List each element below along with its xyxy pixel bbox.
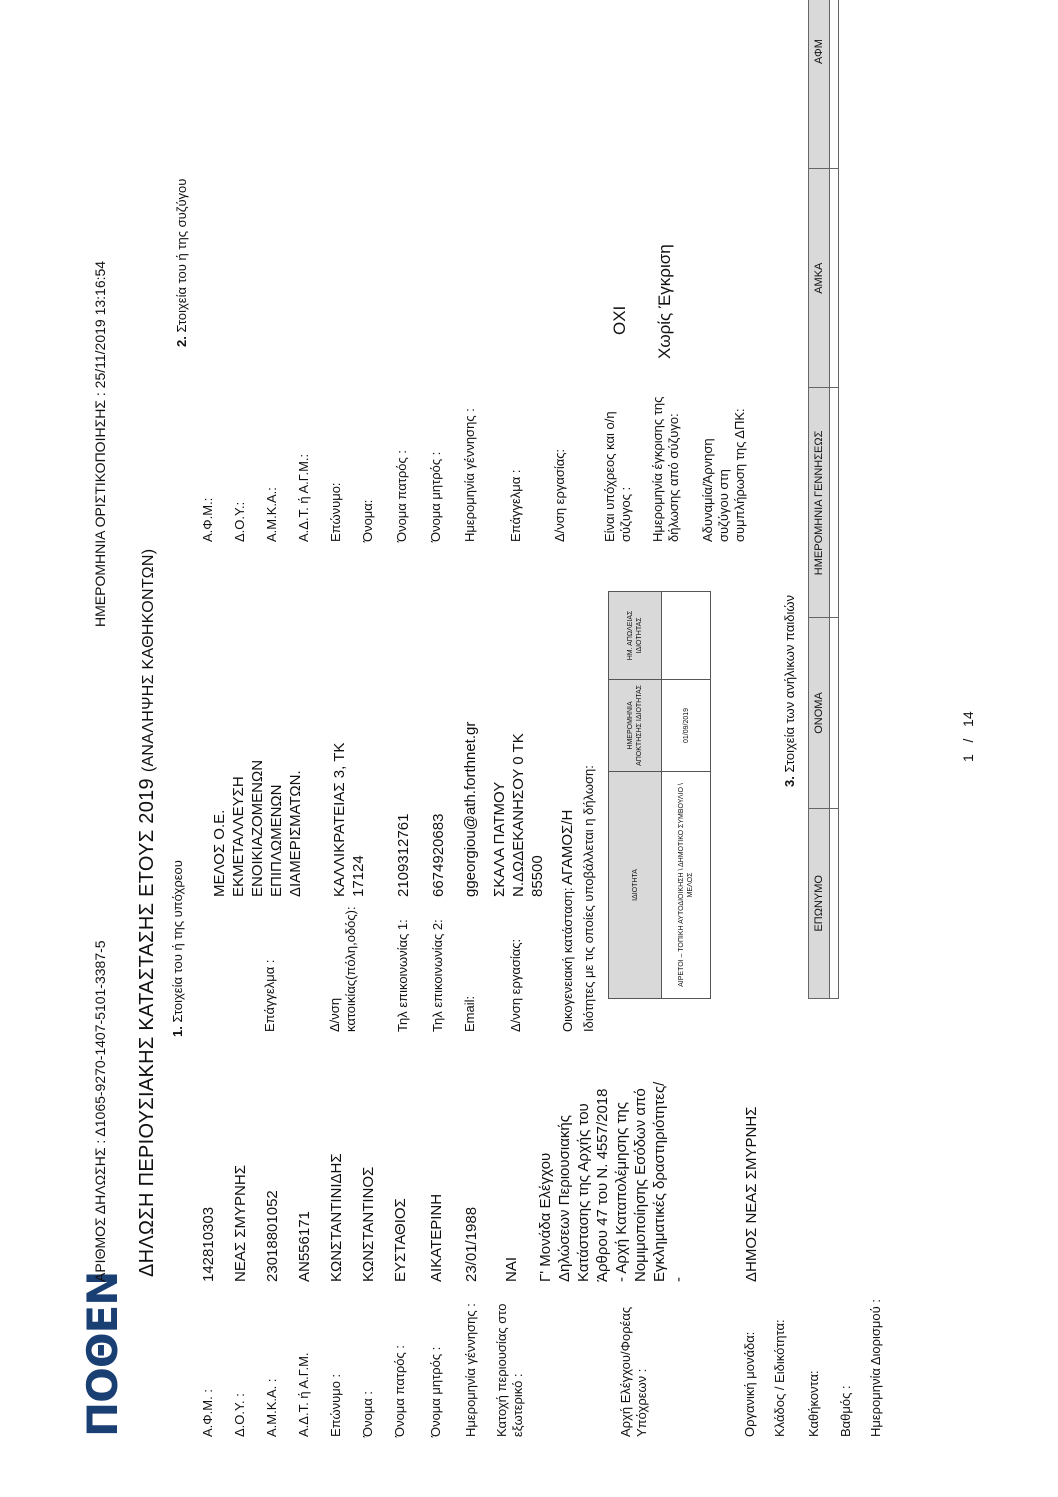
label-grade: Βαθμός : bbox=[838, 1385, 853, 1437]
work-address-line: Ν.ΔΩΔΕΚΑΝΗΣΟΥ 0 ΤΚ bbox=[510, 733, 527, 897]
label-mother: Όνομα μητρός : bbox=[428, 1346, 443, 1437]
spouse-value-obligated: ΟΧΙ bbox=[610, 305, 629, 335]
label-afm: Α.Φ.Μ. : bbox=[200, 1389, 215, 1437]
spouse-label-afm: Α.Φ.Μ.: bbox=[200, 497, 215, 542]
value-abroad: ΝΑΙ bbox=[503, 1256, 520, 1282]
acquired-date-header: ΗΜΕΡΟΜΗΝΙΑ ΑΠΟΚΤΗΣΗΣ ΙΔΙΟΤΗΤΑΣ bbox=[609, 679, 662, 771]
spouse-label-name: Όνομα: bbox=[360, 499, 375, 542]
label-abroad: Κατοχή περιουσίας στο εξωτερικό : bbox=[494, 1303, 525, 1437]
children-cell bbox=[830, 0, 839, 169]
work-address-line: ΣΚΑΛΑ ΠΑΤΜΟΥ bbox=[491, 781, 508, 897]
authority-line: Νομιμοποίησης Εσόδων από bbox=[632, 1088, 649, 1282]
value-surname: ΚΩΝΣΤΑΝΤΙΝΙΔΗΣ bbox=[328, 1153, 345, 1282]
children-table bbox=[808, 0, 839, 999]
declaration-number-label: ΑΡΙΘΜΟΣ ΔΗΛΩΣΗΣ : bbox=[92, 1139, 108, 1282]
value-mother: ΑΙΚΑΤΕΡΙΝΗ bbox=[428, 1193, 445, 1282]
declaration-number bbox=[92, 940, 108, 1282]
label-branch: Κλάδος / Ειδικότητα: bbox=[772, 1319, 787, 1437]
label-work-address: Δ/νση εργασίας: bbox=[508, 938, 523, 1032]
label-birth: Ημερομηνία γέννησης : bbox=[463, 1303, 478, 1437]
page-current: 1 bbox=[960, 754, 976, 762]
label-family-status: Οικογενειακή κατάσταση: bbox=[560, 887, 575, 1032]
work-address-line: 85500 bbox=[529, 855, 546, 897]
address-line: ΚΑΛΛΙΚΡΑΤΕΙΑΣ 3, ΤΚ bbox=[331, 742, 348, 897]
page-title bbox=[136, 549, 159, 1277]
spouse-label-doy: Δ.Ο.Υ.: bbox=[232, 501, 247, 542]
value-phone1: 2109312761 bbox=[395, 813, 412, 897]
acquired-date-cell: 01/09/2019 bbox=[662, 679, 711, 771]
section-1-header: 1. Στοιχεία του ή της υπόχρεου bbox=[170, 860, 185, 1037]
children-cell bbox=[830, 618, 839, 808]
label-name: Όνομα : bbox=[360, 1390, 375, 1437]
value-authority bbox=[536, 1082, 688, 1282]
profession-line: ΜΕΛΟΣ Ο.Ε. bbox=[211, 809, 228, 897]
label-org-unit: Οργανική μονάδα: bbox=[742, 1331, 757, 1437]
finalization-date bbox=[92, 261, 108, 627]
spouse-label-adt: Α.Δ.Τ. ή Α.Γ.Μ.: bbox=[296, 453, 311, 542]
label-profession: Επάγγελμα : bbox=[262, 959, 277, 1032]
authority-line: Κατάστασης της Αρχής του bbox=[575, 1103, 592, 1282]
spouse-label-surname: Επώνυμο: bbox=[328, 482, 343, 542]
profession-line: ΕΝΟΙΚΙΑΖΟΜΕΝΩΝ bbox=[249, 759, 266, 897]
page-separator: / bbox=[960, 738, 976, 743]
table-row bbox=[662, 592, 711, 999]
children-header-afm: ΑΦΜ bbox=[809, 0, 830, 169]
authority-line: Άρθρου 47 του Ν. 4557/2018 bbox=[594, 1088, 611, 1282]
label-surname: Επώνυμο : bbox=[328, 1373, 343, 1437]
spouse-label-birth: Ημερομηνία γέννησης : bbox=[462, 408, 477, 542]
capacity-table bbox=[608, 591, 711, 999]
label-authority: Αρχή Ελέγχου/Φορέας Υπόχρεων : bbox=[618, 1306, 649, 1437]
value-name: ΚΩΝΣΤΑΝΤΙΝΟΣ bbox=[360, 1166, 377, 1282]
finalization-date-label: ΗΜΕΡΟΜΗΝΙΑ ΟΡΙΣΤΙΚΟΠΟΙΗΣΗΣ : bbox=[92, 392, 108, 627]
value-adt: ΑΝ556171 bbox=[296, 1211, 313, 1282]
label-amka: Α.Μ.Κ.Α. : bbox=[264, 1378, 279, 1437]
value-family-status: ΑΓΑΜΟΣ/Η bbox=[559, 809, 576, 885]
capacity-header: ΙΔΙΟΤΗΤΑ bbox=[609, 772, 662, 999]
value-address bbox=[330, 743, 368, 897]
capacity-cell: ΑΙΡΕΤΟΙ – ΤΟΠΙΚΗ ΑΥΤΟΔΙΟΙΚΗΣΗ \ ΔΗΜΟΤΙΚΟ ΣΥΜΒΟΥΛΙΟ \ ΜΕΛΟΣ bbox=[662, 772, 711, 999]
label-doy: Δ.Ο.Υ. : bbox=[232, 1393, 247, 1437]
label-phone1: Τηλ επικοινωνίας 1: bbox=[395, 919, 410, 1032]
title-main: ΔΗΛΩΣΗ ΠΕΡΙΟΥΣΙΑΚΗΣ ΚΑΤΑΣΤΑΣΗΣ ΕΤΟΥΣ 2019 bbox=[136, 778, 158, 1277]
spouse-label-father: Όνομα πατρός : bbox=[394, 450, 409, 542]
profession-line: ΕΠΙΠΛΩΜΕΝΩΝ bbox=[268, 784, 285, 897]
children-header-surname: ΕΠΩΝΥΜΟ bbox=[809, 808, 830, 998]
value-doy: ΝΕΑΣ ΣΜΥΡΝΗΣ bbox=[232, 1165, 249, 1282]
label-father: Όνομα πατρός : bbox=[392, 1345, 407, 1437]
label-address: Δ/νση κατοικίας(πόλη,οδός): bbox=[327, 906, 358, 1032]
value-birth: 23/01/1988 bbox=[463, 1206, 480, 1282]
children-cell bbox=[830, 169, 839, 388]
address-line: 17124 bbox=[350, 855, 367, 897]
page-total: 14 bbox=[960, 711, 976, 727]
declaration-number-value: Δ1065-9270-1407-5101-3387-5 bbox=[92, 940, 108, 1137]
children-cell bbox=[830, 808, 839, 998]
spouse-label-work-address: Δ/νση εργασίας: bbox=[552, 448, 567, 542]
section-3-header: 3. Στοιχεία των ανήλικων παιδιών bbox=[782, 595, 797, 787]
finalization-date-value: 25/11/2019 13:16:54 bbox=[92, 260, 108, 389]
children-cell bbox=[830, 388, 839, 618]
authority-line: Γ' Μονάδα Ελέγχου bbox=[537, 1152, 554, 1282]
table-row bbox=[830, 0, 839, 999]
value-email: ggeorgiou@ath.forthnet.gr bbox=[462, 721, 479, 897]
title-sub: (ΑΝΑΛΗΨΗΣ ΚΑΘΗΚΟΝΤΩΝ) bbox=[140, 548, 157, 773]
children-header-birthdate: ΗΜΕΡΟΜΗΝΙΑ ΓΕΝΝΗΣΕΩΣ bbox=[809, 388, 830, 618]
children-header-amka: ΑΜΚΑ bbox=[809, 169, 830, 388]
value-phone2: 6674920683 bbox=[430, 813, 447, 897]
label-duties: Καθήκοντα: bbox=[806, 1370, 821, 1437]
label-appoint-date: Ημερομηνία Διορισμού : bbox=[868, 1299, 883, 1437]
value-profession bbox=[210, 760, 305, 897]
lost-date-cell bbox=[662, 592, 711, 680]
pothen-logo: ΠΟΘΕΝ bbox=[78, 1271, 127, 1437]
value-work-address bbox=[490, 733, 547, 897]
spouse-value-approval-date: Χωρίς Έγκριση bbox=[655, 244, 674, 359]
authority-line: - bbox=[670, 1277, 687, 1282]
spouse-label-inability: Αδυναμία/Άρνηση συζύγου στη συμπλήρωση της ΔΠΚ: bbox=[700, 408, 747, 542]
label-phone2: Τηλ επικοινωνίας 2: bbox=[430, 919, 445, 1032]
spouse-label-mother: Όνομα μητρός : bbox=[428, 451, 443, 542]
profession-line: ΕΚΜΕΤΑΛΛΕΥΣΗ bbox=[230, 776, 247, 897]
authority-line: Εγκληματικές δραστηριότητες/ bbox=[651, 1081, 668, 1282]
label-email: Email: bbox=[462, 995, 477, 1032]
section-2-header: 2. Στοιχεία του ή της συζύγου bbox=[174, 178, 189, 347]
label-capacities: Ιδιότητες με τις οποίες υποβάλλεται η δήλωση: bbox=[581, 765, 596, 1032]
value-afm: 142810303 bbox=[200, 1206, 217, 1282]
children-header-name: ΟΝΟΜΑ bbox=[809, 618, 830, 808]
authority-line: Δηλώσεων Περιουσιακής bbox=[556, 1115, 573, 1282]
value-amka: 23018801052 bbox=[264, 1190, 281, 1282]
value-org-unit: ΔΗΜΟΣ ΝΕΑΣ ΣΜΥΡΝΗΣ bbox=[743, 1106, 760, 1282]
spouse-label-amka: Α.Μ.Κ.Α.: bbox=[264, 487, 279, 542]
authority-line: - Αρχή Καταπολέμησης της bbox=[613, 1102, 630, 1282]
value-father: ΕΥΣΤΑΘΙΟΣ bbox=[392, 1198, 409, 1282]
profession-line: ΔΙΑΜΕΡΙΣΜΑΤΩΝ. bbox=[287, 770, 304, 897]
spouse-label-obligated: Είναι υπόχρεος και ο/η σύζυγος : bbox=[602, 411, 633, 542]
lost-date-header: ΗΜ. ΑΠΩΛΕΙΑΣ ΙΔΙΟΤΗΤΑΣ bbox=[609, 592, 662, 680]
spouse-label-approval-date: Ημερομηνία έγκρισης της δήλωσης από σύζυγο: bbox=[650, 396, 681, 542]
page-number bbox=[960, 711, 976, 762]
label-adt: Α.Δ.Τ. ή Α.Γ.Μ. bbox=[296, 1352, 311, 1437]
spouse-label-profession: Επάγγελμα : bbox=[508, 469, 523, 542]
